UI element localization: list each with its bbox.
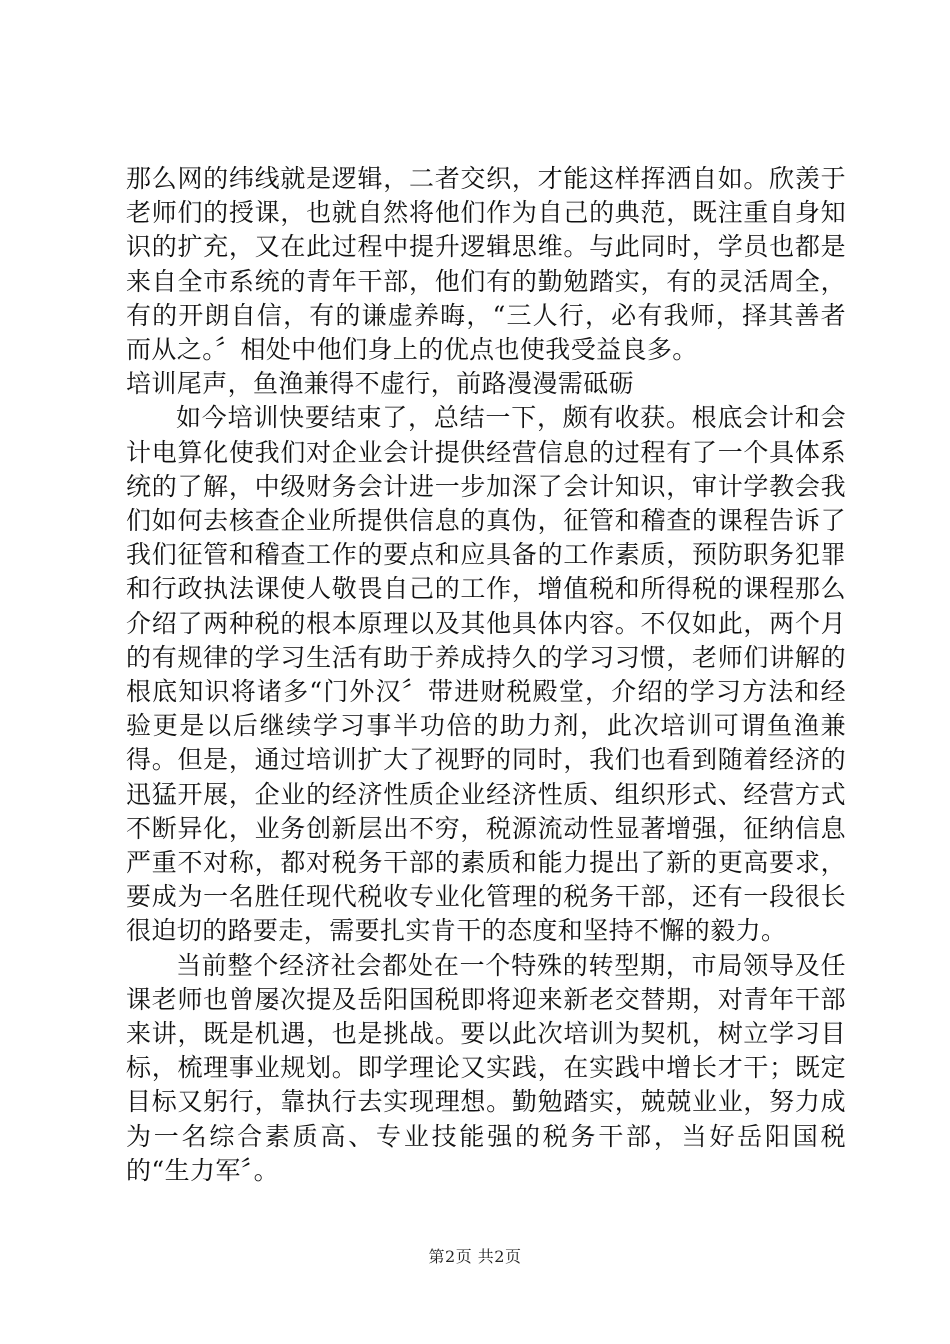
paragraph-1: 那么网的纬线就是逻辑，二者交织，才能这样挥洒自如。欣羡于老师们的授课，也就自然将他们作为自己的典范，既注重自身知识的扩充，又在此过程中提升逻辑思维。与此同时，学员也都是来自全市系统的青年干部，他们有的勤勉踏实，有的灵活周全，有的开朗自信，有的谦虚养晦，“三人行，必有我师，择其善者而从之。〞相处中他们身上的优点也使我受益良多。: [126, 164, 846, 365]
page-footer: [0, 1244, 950, 1267]
section-heading: 培训尾声，鱼渔兼得不虚行，前路漫漫需砥砺: [126, 369, 635, 399]
page-number-label: 第2页 共2页: [428, 1247, 522, 1266]
paragraph-3: 当前整个经济社会都处在一个特殊的转型期，市局领导及任课老师也曾屡次提及岳阳国税即将迎来新老交替期，对青年干部来讲，既是机遇，也是挑战。要以此次培训为契机，树立学习目标，梳理事业规划。即学理论又实践，在实践中增长才干；既定目标又躬行，靠执行去实现理想。勤勉踏实，兢兢业业，努力成为一名综合素质高、专业技能强的税务干部，当好岳阳国税的“生力军〞。: [126, 950, 846, 1185]
paragraph-2: 如今培训快要结束了，总结一下，颇有收获。根底会计和会计电算化使我们对企业会计提供经营信息的过程有了一个具体系统的了解，中级财务会计进一步加深了会计知识，审计学教会我们如何去核查企业所提供信息的真伪，征管和稽查的课程告诉了我们征管和稽查工作的要点和应具备的工作素质，预防职务犯罪和行政执法课使人敬畏自己的工作，增值税和所得税的课程那么介绍了两种税的根本原理以及其他具体内容。不仅如此，两个月的有规律的学习生活有助于养成持久的学习习惯，老师们讲解的根底知识将诸多“门外汉〞带进财税殿堂，介绍的学习方法和经验更是以后继续学习事半功倍的助力剂，此次培训可谓鱼渔兼得。但是，通过培训扩大了视野的同时，我们也看到随着经济的迅猛开展，企业的经济性质企业经济性质、组织形式、经营方式不断异化，业务创新层出不穷，税源流动性显著增强，征纳信息严重不对称，都对税务干部的素质和能力提出了新的更高要求，要成为一名胜任现代税收专业化管理的税务干部，还有一段很长很迫切的路要走，需要扎实肯干的态度和坚持不懈的毅力。: [126, 403, 846, 946]
document-body: [126, 162, 846, 1188]
